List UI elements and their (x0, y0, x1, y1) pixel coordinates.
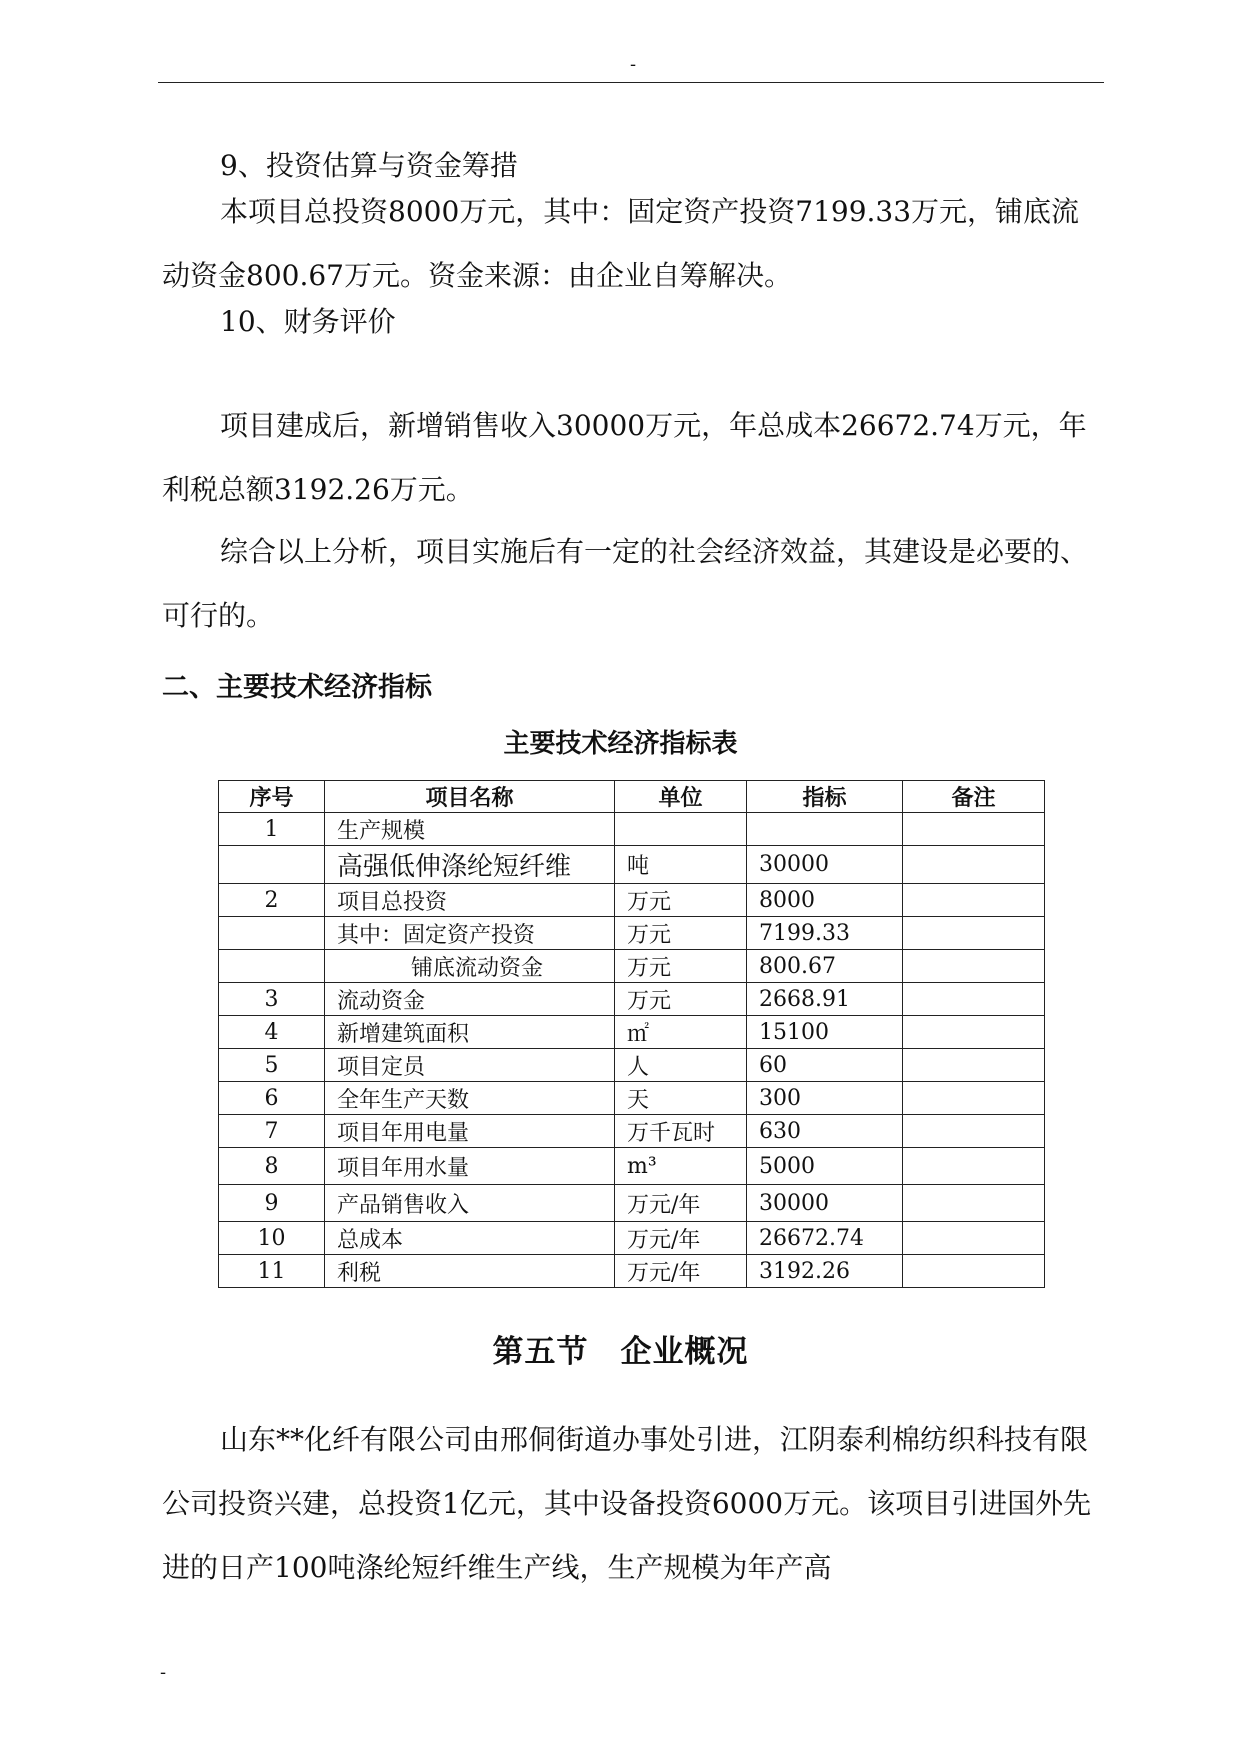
cell-value: 15100 (747, 1016, 903, 1049)
cell-note (903, 983, 1045, 1016)
table-row (219, 884, 1045, 917)
cell-value: 3192.26 (747, 1255, 903, 1288)
cell-unit: 万元/年 (615, 1185, 747, 1222)
cell-value: 2668.91 (747, 983, 903, 1016)
paragraph-summary: 综合以上分析，项目实施后有一定的社会经济效益，其建设是必要的、可行的。 (162, 535, 1089, 632)
cell-note (903, 1185, 1045, 1222)
table-row (219, 1222, 1045, 1255)
cell-unit (615, 813, 747, 846)
cell-item: 其中：固定资产投资 (325, 917, 615, 950)
header-mark: - (630, 54, 637, 75)
cell-item: 产品销售收入 (325, 1185, 615, 1222)
section-title: 第五节 企业概况 (492, 1334, 749, 1370)
cell-note (903, 884, 1045, 917)
cell-item: 生产规模 (325, 813, 615, 846)
paragraph-company-overview: 山东**化纤有限公司由邢侗街道办事处引进，江阴泰利棉纺织科技有限公司投资兴建，总投资1亿元，其中设备投资6000万元。该项目引进国外先进的日产100吨涤纶短纤维生产线，生产规模为年产高 (162, 1423, 1092, 1584)
cell-index: 1 (219, 813, 325, 846)
cell-index: 8 (219, 1148, 325, 1185)
table-row (219, 846, 1045, 884)
cell-unit: 万元 (615, 884, 747, 917)
cell-note (903, 813, 1045, 846)
cell-value: 60 (747, 1049, 903, 1082)
cell-index: 10 (219, 1222, 325, 1255)
table-row (219, 917, 1045, 950)
table-header-row (219, 781, 1045, 813)
cell-unit: 万元/年 (615, 1255, 747, 1288)
table-row (219, 1082, 1045, 1115)
cell-note (903, 950, 1045, 983)
cell-note (903, 1082, 1045, 1115)
paragraph-finance-heading: 10、财务评价 (220, 305, 396, 338)
cell-value: 30000 (747, 846, 903, 884)
cell-index: 6 (219, 1082, 325, 1115)
cell-unit: m³ (615, 1148, 747, 1185)
cell-note (903, 846, 1045, 884)
cell-value: 8000 (747, 884, 903, 917)
cell-item: 项目定员 (325, 1049, 615, 1082)
cell-unit: 吨 (615, 846, 747, 884)
table-title: 主要技术经济指标表 (503, 729, 738, 759)
cell-item: 项目总投资 (325, 884, 615, 917)
cell-item: 利税 (325, 1255, 615, 1288)
paragraph-investment: 本项目总投资8000万元，其中：固定资产投资7199.33万元，铺底流动资金800.67万元。资金来源：由企业自筹解决。 (162, 195, 1080, 292)
indicator-table (218, 780, 1045, 1288)
header-cell-note: 备注 (903, 781, 1045, 813)
cell-value: 7199.33 (747, 917, 903, 950)
table-row (219, 813, 1045, 846)
header-cell-item: 项目名称 (325, 781, 615, 813)
cell-index: 5 (219, 1049, 325, 1082)
cell-item: 项目年用电量 (325, 1115, 615, 1148)
header-cell-index: 序号 (219, 781, 325, 813)
cell-index (219, 846, 325, 884)
table-row (219, 1255, 1045, 1288)
cell-note (903, 1255, 1045, 1288)
cell-index: 7 (219, 1115, 325, 1148)
cell-unit: 万元 (615, 983, 747, 1016)
cell-note (903, 917, 1045, 950)
table-row (219, 950, 1045, 983)
cell-index (219, 917, 325, 950)
table-row (219, 1185, 1045, 1222)
cell-item: 铺底流动资金 (325, 950, 615, 983)
cell-index: 9 (219, 1185, 325, 1222)
cell-item: 流动资金 (325, 983, 615, 1016)
footer-mark: - (160, 1662, 167, 1683)
header-cell-unit: 单位 (615, 781, 747, 813)
cell-item: 总成本 (325, 1222, 615, 1255)
cell-value: 630 (747, 1115, 903, 1148)
cell-item: 新增建筑面积 (325, 1016, 615, 1049)
table-row (219, 1049, 1045, 1082)
cell-index: 4 (219, 1016, 325, 1049)
cell-note (903, 1115, 1045, 1148)
cell-value: 800.67 (747, 950, 903, 983)
cell-item: 全年生产天数 (325, 1082, 615, 1115)
cell-unit: ㎡ (615, 1016, 747, 1049)
cell-note (903, 1148, 1045, 1185)
paragraph-investment-heading: 9、投资估算与资金筹措 (220, 149, 518, 182)
table-row (219, 1016, 1045, 1049)
cell-value: 30000 (747, 1185, 903, 1222)
section-heading: 二、主要技术经济指标 (162, 672, 432, 703)
header-cell-value: 指标 (747, 781, 903, 813)
cell-index (219, 950, 325, 983)
cell-item: 项目年用水量 (325, 1148, 615, 1185)
header-rule (158, 82, 1104, 83)
cell-unit: 人 (615, 1049, 747, 1082)
cell-index: 2 (219, 884, 325, 917)
cell-value: 5000 (747, 1148, 903, 1185)
cell-note (903, 1016, 1045, 1049)
table-row (219, 983, 1045, 1016)
cell-note (903, 1222, 1045, 1255)
cell-item: 高强低伸涤纶短纤维 (325, 846, 615, 884)
table-row (219, 1115, 1045, 1148)
cell-unit: 万元 (615, 950, 747, 983)
paragraph-finance: 项目建成后，新增销售收入30000万元，年总成本26672.74万元，年利税总额3192.26万元。 (162, 409, 1087, 506)
cell-value (747, 813, 903, 846)
cell-value: 26672.74 (747, 1222, 903, 1255)
cell-unit: 天 (615, 1082, 747, 1115)
cell-unit: 万元 (615, 917, 747, 950)
cell-index: 11 (219, 1255, 325, 1288)
cell-value: 300 (747, 1082, 903, 1115)
table-row (219, 1148, 1045, 1185)
cell-unit: 万元/年 (615, 1222, 747, 1255)
cell-note (903, 1049, 1045, 1082)
cell-unit: 万千瓦时 (615, 1115, 747, 1148)
cell-index: 3 (219, 983, 325, 1016)
